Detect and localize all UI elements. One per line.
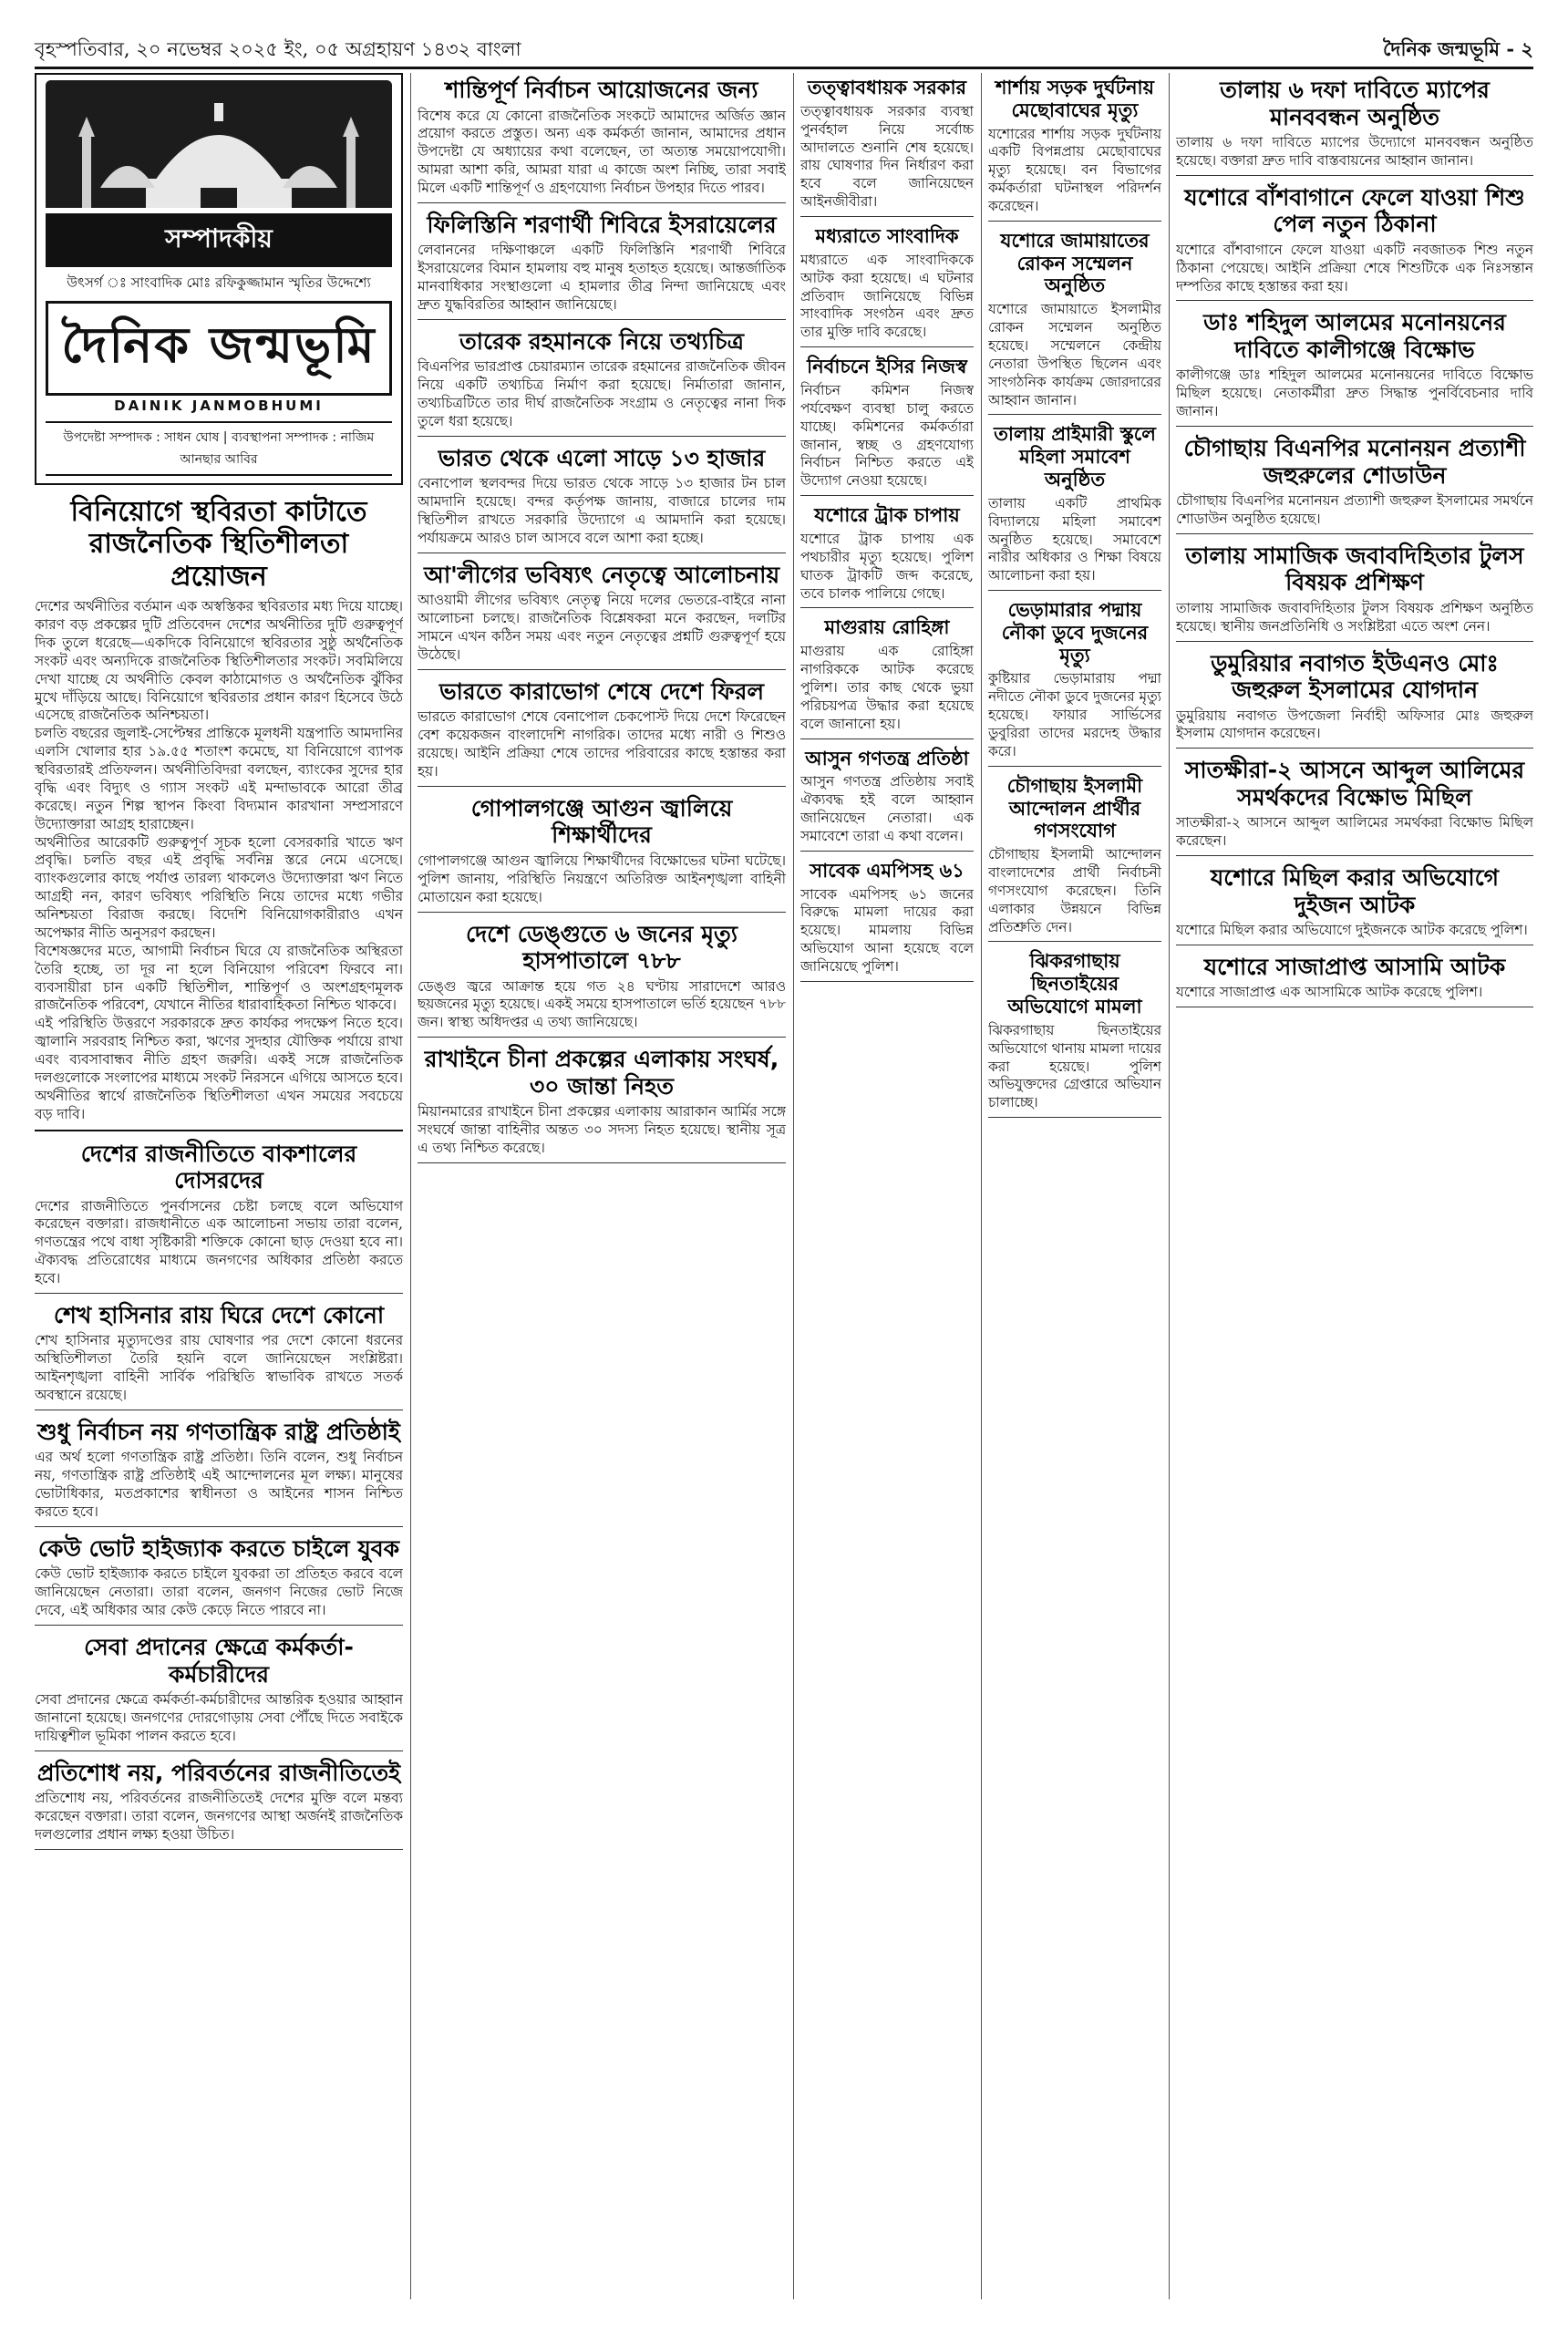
article-body: বিএনপির ভারপ্রাপ্ত চেয়ারম্যান তারেক রহমানের রাজনৈতিক জীবন নিয়ে একটি তথ্যচিত্র নির্মাণ করা হয়েছে। নির্মাতারা জানান, তথ্যচিত্রটিতে তার দীর্ঘ রাজনৈতিক সংগ্রাম ও নেতৃত্বের নানা দিক তুলে ধরা হয়েছে। [418,358,786,429]
article-body: মিয়ানমারের রাখাইনে চীনা প্রকল্পের এলাকায় আরাকান আর্মির সঙ্গে সংঘর্ষে জান্তা বাহিনীর অন্তত ৩০ সদস্য নিহত হয়েছে। স্থানীয় সূত্র এ তথ্য নিশ্চিত করেছে। [418,1103,786,1156]
article-headline: প্রতিশোধ নয়, পরিবর্তনের রাজনীতিতেই [36,1759,401,1786]
editorial-label: সম্পাদকীয় [46,213,392,267]
article-headline: ভারতে কারাভোগ শেষে দেশে ফিরল [439,677,764,705]
article [988,226,1161,416]
article-headline: যশোরে ট্রাক চাপায় [814,504,960,527]
article-body: দেশের রাজনীতিতে পুনর্বাসনের চেষ্টা চলছে বলে অভিযোগ করেছেন বক্তারা। রাজধানীতে এক আলোচনা সভায় তারা বলেন, গণতন্ত্রের পথে বাধা সৃষ্টিকারী শক্তিকে কোনো ছাড় দেওয়া হবে না। ঐক্যবদ্ধ প্রতিরোধের মাধ্যমে জনগণের অধিকার প্রতিষ্ঠা করতে হবে। [35,1197,403,1287]
article-body: সাতক্ষীরা-২ আসনে আব্দুল আলিমের সমর্থকরা বিক্ষোভ মিছিল করেছেন। [1176,814,1533,850]
article-body: যশোরের শার্শায় সড়ক দুর্ঘটনায় একটি বিপন্নপ্রায় মেছোবাঘের মৃত্যু হয়েছে। বন বিভাগের কর্মকর্তারা ঘটনাস্থল পরিদর্শন করেছেন। [988,125,1161,215]
article-body: শেখ হাসিনার মৃত্যুদণ্ডের রায় ঘোষণার পর দেশে কোনো ধরনের অস্থিতিশীলতা তৈরি হয়নি বলে জানিয়েছেন সংশ্লিষ্টরা। আইনশৃঙ্খলা বাহিনী সার্বিক পরিস্থিতি স্বাভাবিক রাখতে সতর্ক অবস্থানে রয়েছে। [35,1332,403,1404]
article-body: লেবাননের দক্ষিণাঞ্চলে একটি ফিলিস্তিনি শরণার্থী শিবিরে ইসরায়েলের বিমান হামলায় বহু মানুষ হতাহত হয়েছে। আন্তর্জাতিক মানবাধিকার সংস্থাগুলো এ হামলার তীব্র নিন্দা জানিয়েছে এবং দ্রুত যুদ্ধবিরতির আহ্বান জানিয়েছে। [418,242,786,313]
article [1176,181,1533,302]
article [800,73,974,217]
article-body: ঝিকরগাছায় ছিনতাইয়ের অভিযোগে থানায় মামলা দায়ের করা হয়েছে। পুলিশ অভিযুক্তদের গ্রেপ্তারে অভিযান চালাচ্ছে। [988,1021,1161,1111]
article [1176,861,1533,945]
article-body: ডুমুরিয়ায় নবাগত উপজেলা নির্বাহী অফিসার মোঃ জহুরুল ইসলাম যোগদান করেছেন। [1176,707,1533,742]
article-headline: ফিলিস্তিনি শরণার্থী শিবিরে ইসরায়েলের [427,211,777,238]
article-headline: চৌগাছায় ইসলামী আন্দোলন প্রার্থীর গণসংযোগ [1006,774,1143,842]
article-body: চৌগাছায় বিএনপির মনোনয়ন প্রত্যাশী জহুরুল ইসলামের সমর্থনে শোডাউন অনুষ্ঠিত হয়েছে। [1176,492,1533,527]
article-headline: যশোরে সাজাপ্রাপ্ত আসামি আটক [1203,953,1506,980]
article-body: বেনাপোল স্থলবন্দর দিয়ে ভারত থেকে সাড়ে ১৩ হাজার টন চাল আমদানি হয়েছে। বন্দর কর্তৃপক্ষ জানায়, বাজারে চালের দাম স্থিতিশীল রাখতে সরকারি উদ্যোগে এ আমদানি করা হয়েছে। পর্যায়ক্রমে আরও চাল আসবে বলে আশা করা হচ্ছে। [418,475,786,546]
article [800,352,974,496]
article-body: আওয়ামী লীগের ভবিষ্যৎ নেতৃত্ব নিয়ে দলের ভেতরে-বাইরে নানা আলোচনা চলছে। রাজনৈতিক বিশ্লেষকরা মনে করছেন, দলটির সামনে এখন কঠিন সময় এবং নতুন নেতৃত্বের প্রশ্নটি গুরুত্বপূর্ণ হয়ে উঠেছে। [418,592,786,663]
article-body: তত্ত্বাবধায়ক সরকার ব্যবস্থা পুনর্বহাল নিয়ে সর্বোচ্চ আদালতে শুনানি শেষ হয়েছে। রায় ঘোষণার দিন নির্ধারণ করা হবে বলে জানিয়েছেন আইনজীবীরা। [800,102,974,211]
article-headline: যশোরে জামায়াতের রোকন সম্মেলন অনুষ্ঠিত [1000,229,1150,297]
article-body: যশোরে ট্রাক চাপায় এক পথচারীর মৃত্যু হয়েছে। পুলিশ ঘাতক ট্রাকটি জব্দ করেছে, তবে চালক পালিয়ে গেছে। [800,530,974,602]
article-headline: রাখাইনে চীনা প্রকল্পের এলাকায় সংঘর্ষ, ৩০ জান্তা নিহত [424,1046,779,1100]
article-headline: তালায় সামাজিক জবাবদিহিতার টুলস বিষয়ক প্রশিক্ষণ [1185,542,1524,596]
article [1176,73,1533,176]
article [418,791,786,913]
columns [35,73,1533,2299]
article-body: ডেঙ্গু জ্বরে আক্রান্ত হয়ে গত ২৪ ঘণ্টায় সারাদেশে আরও ছয়জনের মৃত্যু হয়েছে। একই সময়ে হাসপাতালে ভর্তি হয়েছেন ৭৮৮ জন। স্বাস্থ্য অধিদপ্তর এ তথ্য জানিয়েছে। [418,977,786,1031]
article [1176,539,1533,642]
article [800,744,974,852]
article [35,1756,403,1850]
article-body: কেউ ভোট হাইজ্যাক করতে চাইলে যুবকরা তা প্রতিহত করবে বলে জানিয়েছেন নেতারা। তারা বলেন, জনগণ নিজের ভোট নিজে দেবে, এই অধিকার আর কেউ কেড়ে নিতে পারবে না। [35,1565,403,1619]
article-body: প্রতিশোধ নয়, পরিবর্তনের রাজনীতিতেই দেশের মুক্তি বলে মন্তব্য করেছেন বক্তারা। তারা বলেন, জনগণের আস্থা অর্জনই রাজনৈতিক দলগুলোর প্রধান লক্ষ্য হওয়া উচিত। [35,1790,403,1843]
article [1176,305,1533,427]
article [988,419,1161,591]
article-headline: যশোরে বাঁশবাগানে ফেলে যাওয়া শিশু পেল নতুন ঠিকানা [1184,183,1525,238]
article [1176,646,1533,749]
article-headline: চৌগাছায় বিএনপির মনোনয়ন প্রত্যাশী জহুরুলের শোডাউন [1183,435,1526,489]
dedication: উৎসর্গ ঃ সাংবাদিক মোঃ রফিকুজ্জামান স্মৃতির উদ্দেশ্যে [67,274,371,291]
article-headline: সেবা প্রদানের ক্ষেত্রে কর্মকর্তা-কর্মচারীদের [84,1634,354,1688]
article-body: কুষ্টিয়ার ভেড়ামারায় পদ্মা নদীতে নৌকা ডুবে দুজনের মৃত্যু হয়েছে। ফায়ার সার্ভিসের ডুবুরিরা তাদের মরদেহ উদ্ধার করে। [988,670,1161,759]
article-headline: তারেক রহমানকে নিয়ে তথ্যচিত্র [459,327,744,355]
article-headline: কেউ ভোট হাইজ্যাক করতে চাইলে যুবক [37,1534,400,1562]
page-header [35,27,1533,69]
article [418,325,786,437]
article-headline: নির্বাচনে ইসির নিজস্ব [807,356,967,378]
article-headline: ভেড়ামারার পদ্মায় নৌকা ডুবে দুজনের মৃত্যু [1001,599,1149,666]
article [800,856,974,982]
article-body: এর অর্থ হলো গণতান্ত্রিক রাষ্ট্র প্রতিষ্ঠা। তিনি বলেন, শুধু নির্বাচন নয়, গণতান্ত্রিক রাষ্ট্র প্রতিষ্ঠাই এই আন্দোলনের মূল লক্ষ্য। মানুষের ভোটাধিকার, মতপ্রকাশের স্বাধীনতা ও আইনের শাসন নিশ্চিত করতে হবে। [35,1449,403,1521]
article-body: ভারতে কারাভোগ শেষে বেনাপোল চেকপোস্ট দিয়ে দেশে ফিরেছেন বেশ কয়েকজন বাংলাদেশি নাগরিক। তাদের মধ্যে নারী ও শিশুও রয়েছে। আইনি প্রক্রিয়া শেষে তাদের পরিবারের কাছে হস্তান্তর করা হয়। [418,708,786,780]
editorial-column [35,73,403,2299]
article-headline: আ'লীগের ভবিষ্যৎ নেতৃত্বে আলোচনায় [423,561,780,588]
editorial-body: দেশের অর্থনীতির বর্তমান এক অস্বস্তিকর স্থবিরতার মধ্য দিয়ে যাচ্ছে। কারণ বড় প্রকল্পের দুটি প্রতিবেদন দেশের অর্থনীতির দুটি গুরুত্বপূর্ণ দিক তুলে ধরেছে—একদিকে বিনিয়োগে স্থবিরতার সুষ্ঠু অর্থনৈতিক সংকট এবং অন্যদিকে রাজনৈতিক স্থিতিশীলতার সংকট। সবমিলিয়ে দেখা যাচ্ছে যে অর্থনীতি কেবল কাঠামোগত ও অর্থনৈতিক ঝুঁকির মুখে দাঁড়িয়ে আছে। বিনিয়োগে স্থবিরতার প্রধান কারণ হিসেবে উঠে এসেছে রাজনৈতিক অনিশ্চয়তা। চলতি বছরের জুলাই-সেপ্টেম্বর প্রান্তিকে মূলধনী যন্ত্রপাতি আমদানির এলসি খোলার হার ১৯.৫৫ শতাংশ কমেছে, যা বিনিয়োগে ব্যাপক স্থবিরতারই প্রতিফলন। অর্থনীতিবিদরা বলছেন, ব্যাংকের সুদের হার বৃদ্ধি এবং বিদ্যুৎ ও গ্যাস সংকট এই মন্দাভাবকে আরো তীব্র করেছে। নতুন শিল্প স্থাপন কিংবা বিদ্যমান কারখানা সম্প্রসারণে উদ্যোক্তারা আগ্রহ হারাচ্ছেন। অর্থনীতির আরেকটি গুরুত্বপূর্ণ সূচক হলো বেসরকারি খাতে ঋণ প্রবৃদ্ধি। চলতি বছর এই প্রবৃদ্ধি সর্বনিম্ন স্তরে নেমে এসেছে। ব্যাংকগুলোর কাছে পর্যাপ্ত তারল্য থাকলেও উদ্যোক্তারা ঋণ নিতে আগ্রহী নন, কারণ ভবিষ্যৎ পরিস্থিতি নিয়ে তাদের মধ্যে গভীর অনিশ্চয়তা বিরাজ করছে। বিদেশি বিনিয়োগকারীরাও এখন অপেক্ষার নীতি অনুসরণ করছেন। বিশেষজ্ঞদের মতে, আগামী নির্বাচন ঘিরে যে রাজনৈতিক অস্থিরতা তৈরি হচ্ছে, তা দূর না হলে বিনিয়োগ পরিবেশ ফিরবে না। ব্যবসায়ীরা চান একটি স্থিতিশীল, শান্তিপূর্ণ ও অংশগ্রহণমূলক রাজনৈতিক পরিবেশ, যেখানে নীতির ধারাবাহিকতা নিশ্চিত থাকবে। এই পরিস্থিতি উত্তরণে সরকারকে দ্রুত কার্যকর পদক্ষেপ নিতে হবে। জ্বালানি সরবরাহ নিশ্চিত করা, ঋণের সুদহার যৌক্তিক পর্যায়ে রাখা এবং ব্যবসাবান্ধব নীতি গ্রহণ জরুরি। একই সঙ্গে রাজনৈতিক দলগুলোকে সংলাপের মাধ্যমে সংকট নিরসনে এগিয়ে আসতে হবে। অর্থনীতির স্বার্থে রাজনৈতিক স্থিতিশীলতা এখন সময়ের সবচেয়ে বড় দাবি। [35,598,403,1122]
article [988,595,1161,767]
article-headline: দেশের রাজনীতিতে বাকশালের দোসরদের [80,1140,357,1194]
article [418,441,786,553]
article [800,222,974,347]
article [35,1298,403,1410]
article [988,946,1161,1118]
article-body: যশোরে মিছিল করার অভিযোগে দুইজনকে আটক করেছে পুলিশ। [1176,922,1528,938]
article-body: নির্বাচন কমিশন নিজস্ব পর্যবেক্ষণ ব্যবস্থা চালু করতে যাচ্ছে। কমিশনের কর্মকর্তারা জানান, স্বচ্ছ ও গ্রহণযোগ্য নির্বাচন নিশ্চিত করতে এই উদ্যোগ নেওয়া হয়েছে। [800,381,974,490]
article-headline: শার্শায় সড়ক দুর্ঘটনায় মেছোবাঘের মৃত্যু [995,77,1155,121]
article [35,1415,403,1527]
article [35,1630,403,1751]
article-headline: গোপালগঞ্জে আগুন জ্বালিয়ে শিক্ষার্থীদের [470,794,733,849]
article [988,73,1161,222]
article-body: আসুন গণতন্ত্র প্রতিষ্ঠায় সবাই ঐক্যবদ্ধ হই বলে আহ্বান জানিয়েছেন নেতারা। এক সমাবেশে তারা এ কথা বলেন। [800,773,974,844]
article-body: যশোরে জামায়াতে ইসলামীর রোকন সম্মেলন অনুষ্ঠিত হয়েছে। সম্মেলনে কেন্দ্রীয় নেতারা উপস্থিত ছিলেন এবং সাংগঠনিক কার্যক্রম জোরদারের আহ্বান জানান। [988,301,1161,408]
article-headline: আসুন গণতন্ত্র প্রতিষ্ঠা [805,747,969,769]
column-5 [1176,73,1533,2299]
article-body: কালীগঞ্জে ডাঃ শহিদুল আলমের মনোনয়নের দাবিতে বিক্ষোভ মিছিল হয়েছে। নেতাকর্মীরা দ্রুত সিদ্ধান্ত পুনর্বিবেচনার দাবি জানান। [1176,367,1533,420]
column-2 [418,73,786,2299]
article-headline: ডুমুরিয়ার নবাগত ইউএনও মোঃ জহুরুল ইসলামের যোগদান [1211,649,1499,703]
mosque-illustration [46,80,392,208]
article-body: মধ্যরাতে এক সাংবাদিককে আটক করা হয়েছে। এ ঘটনার প্রতিবাদ জানিয়েছে বিভিন্ন সাংবাদিক সংগঠন এবং দ্রুত তার মুক্তি দাবি করেছে। [800,251,974,341]
article [800,613,974,738]
article-headline: তত্ত্বাবধায়ক সরকার [807,77,967,98]
article-body: সাবেক এমপিসহ ৬১ জনের বিরুদ্ধে মামলা দায়ের করা হয়েছে। মামলায় বিভিন্ন অভিযোগ আনা হয়েছে বলে জানিয়েছে পুলিশ। [800,885,974,976]
column-3 [800,73,974,2299]
article [418,558,786,670]
page-number: দৈনিক জন্মভূমি - ২ [1382,37,1533,60]
article-headline: দেশে ডেঙ্গুতে ৬ জনের মৃত্যু হাসপাতালে ৭৮৮ [465,920,738,974]
article [418,1042,786,1163]
column-4 [988,73,1161,2299]
article [1176,950,1533,1007]
article-headline: ঝিকরগাছায় ছিনতাইয়ের অভিযোগে মামলা [1007,950,1142,1017]
editors-line: উপদেষ্টা সম্পাদক : সাধন ঘোষ | ব্যবস্থাপনা সম্পাদক : নাজিম আনছার আবির [46,421,392,476]
editorial-headline: বিনিয়োগে স্থবিরতা কাটাতে রাজনৈতিক স্থিতিশীলতা প্রয়োজন [70,496,367,593]
issue-date: বৃহস্পতিবার, ২০ নভেম্বর ২০২৫ ইং, ০৫ অগ্রহায়ণ ১৪৩২ বাংলা [35,38,521,60]
article [418,675,786,787]
article [418,208,786,320]
article-body: বিশেষ করে যে কোনো রাজনৈতিক সংকটে আমাদের অর্জিত জ্ঞান প্রয়োগ করতে প্রস্তুত। অন্য এক কর্মকর্তা জানান, আমাদের প্রধান উপদেষ্টা যে অধ্যায়ের কথা বলেছেন, তা অত্যন্ত সময়োপযোগী। আমরা আশা করি, আমরা যারা এ কাজে অংশ নিচ্ছি, তারা সবাই মিলে একটি শান্তিপূর্ণ ও গ্রহণযোগ্য নির্বাচন উপহার দিতে পারব। [418,107,786,196]
article [35,1137,403,1294]
article-headline: সাতক্ষীরা-২ আসনে আব্দুল আলিমের সমর্থকদের বিক্ষোভ মিছিল [1184,757,1525,811]
article-headline: তালায় ৬ দফা দাবিতে ম্যাপের মানববন্ধন অনুষ্ঠিত [1220,77,1490,130]
article-headline: সাবেক এমপিসহ ৬১ [810,859,965,882]
article-headline: ভারত থেকে এলো সাড়ে ১৩ হাজার [438,444,766,471]
newspaper-title-en: DAINIK JANMOBHUMI [114,398,324,414]
article-body: যশোরে বাঁশবাগানে ফেলে যাওয়া একটি নবজাতক শিশু নতুন ঠিকানা পেয়েছে। আইনি প্রক্রিয়া শেষে শিশুটিকে এক নিঃসন্তান দম্পতির কাছে হস্তান্তর করা হয়। [1176,241,1533,294]
article-headline: যশোরে মিছিল করার অভিযোগে দুইজন আটক [1210,864,1500,918]
article-body: মাগুরায় এক রোহিঙ্গা নাগরিককে আটক করেছে পুলিশ। তার কাছ থেকে ভুয়া পরিচয়পত্র উদ্ধার করা হয়েছে বলে জানানো হয়। [800,643,974,732]
article [800,501,974,608]
article [418,73,786,203]
article [1176,431,1533,534]
article-body: চৌগাছায় ইসলামী আন্দোলন বাংলাদেশের প্রার্থী নির্বাচনী গণসংযোগ করেছেন। তিনি এলাকার উন্নয়নে বিভিন্ন প্রতিশ্রুতি দেন। [988,846,1161,935]
article-headline: ডাঃ শহিদুল আলমের মনোনয়নের দাবিতে কালীগঞ্জে বিক্ষোভ [1203,309,1506,363]
article-headline: শেখ হাসিনার রায় ঘিরে দেশে কোনো [53,1301,385,1328]
article-body: তালায় সামাজিক জবাবদিহিতার টুলস বিষয়ক প্রশিক্ষণ অনুষ্ঠিত হয়েছে। স্থানীয় জনপ্রতিনিধি ও সংশ্লিষ্টরা এতে অংশ নেন। [1176,599,1533,635]
article-body: তালায় ৬ দফা দাবিতে ম্যাপের উদ্যোগে মানববন্ধন অনুষ্ঠিত হয়েছে। বক্তারা দ্রুত দাবি বাস্তবায়নের আহ্বান জানান। [1176,134,1533,169]
article-headline: তালায় প্রাইমারী স্কুলে মহিলা সমাবেশ অনুষ্ঠিত [994,423,1156,491]
article-headline: মাগুরায় রোহিঙ্গা [824,616,950,639]
article-body: সেবা প্রদানের ক্ষেত্রে কর্মকর্তা-কর্মচারীদের আন্তরিক হওয়ার আহ্বান জানানো হয়েছে। জনগণের দোরগোড়ায় সেবা পৌঁছে দিতে সবাইকে দায়িত্বশীল ভূমিকা পালন করতে হবে। [35,1691,403,1744]
article [35,1532,403,1626]
article-headline: শান্তিপূর্ণ নির্বাচন আয়োজনের জন্য [445,77,758,103]
article-headline: মধ্যরাতে সাংবাদিক [815,225,959,248]
article-headline: শুধু নির্বাচন নয় গণতান্ত্রিক রাষ্ট্র প্রতিষ্ঠাই [37,1418,400,1445]
article-body: যশোরে সাজাপ্রাপ্ত এক আসামিকে আটক করেছে পুলিশ। [1176,984,1483,1001]
masthead [35,73,403,485]
newspaper-title: দৈনিক জন্মভূমি [46,301,392,396]
article [1176,753,1533,856]
article-body: গোপালগঞ্জে আগুন জ্বালিয়ে শিক্ষার্থীদের বিক্ষোভের ঘটনা ঘটেছে। পুলিশ জানায়, পরিস্থিতি নিয়ন্ত্রণে অতিরিক্ত আইনশৃঙ্খলা বাহিনী মোতায়েন করা হয়েছে। [418,852,786,905]
article-body: তালায় একটি প্রাথমিক বিদ্যালয়ে মহিলা সমাবেশ অনুষ্ঠিত হয়েছে। সমাবেশে নারীর অধিকার ও শিক্ষা বিষয়ে আলোচনা করা হয়। [988,494,1161,584]
article [988,771,1161,943]
article [418,917,786,1038]
